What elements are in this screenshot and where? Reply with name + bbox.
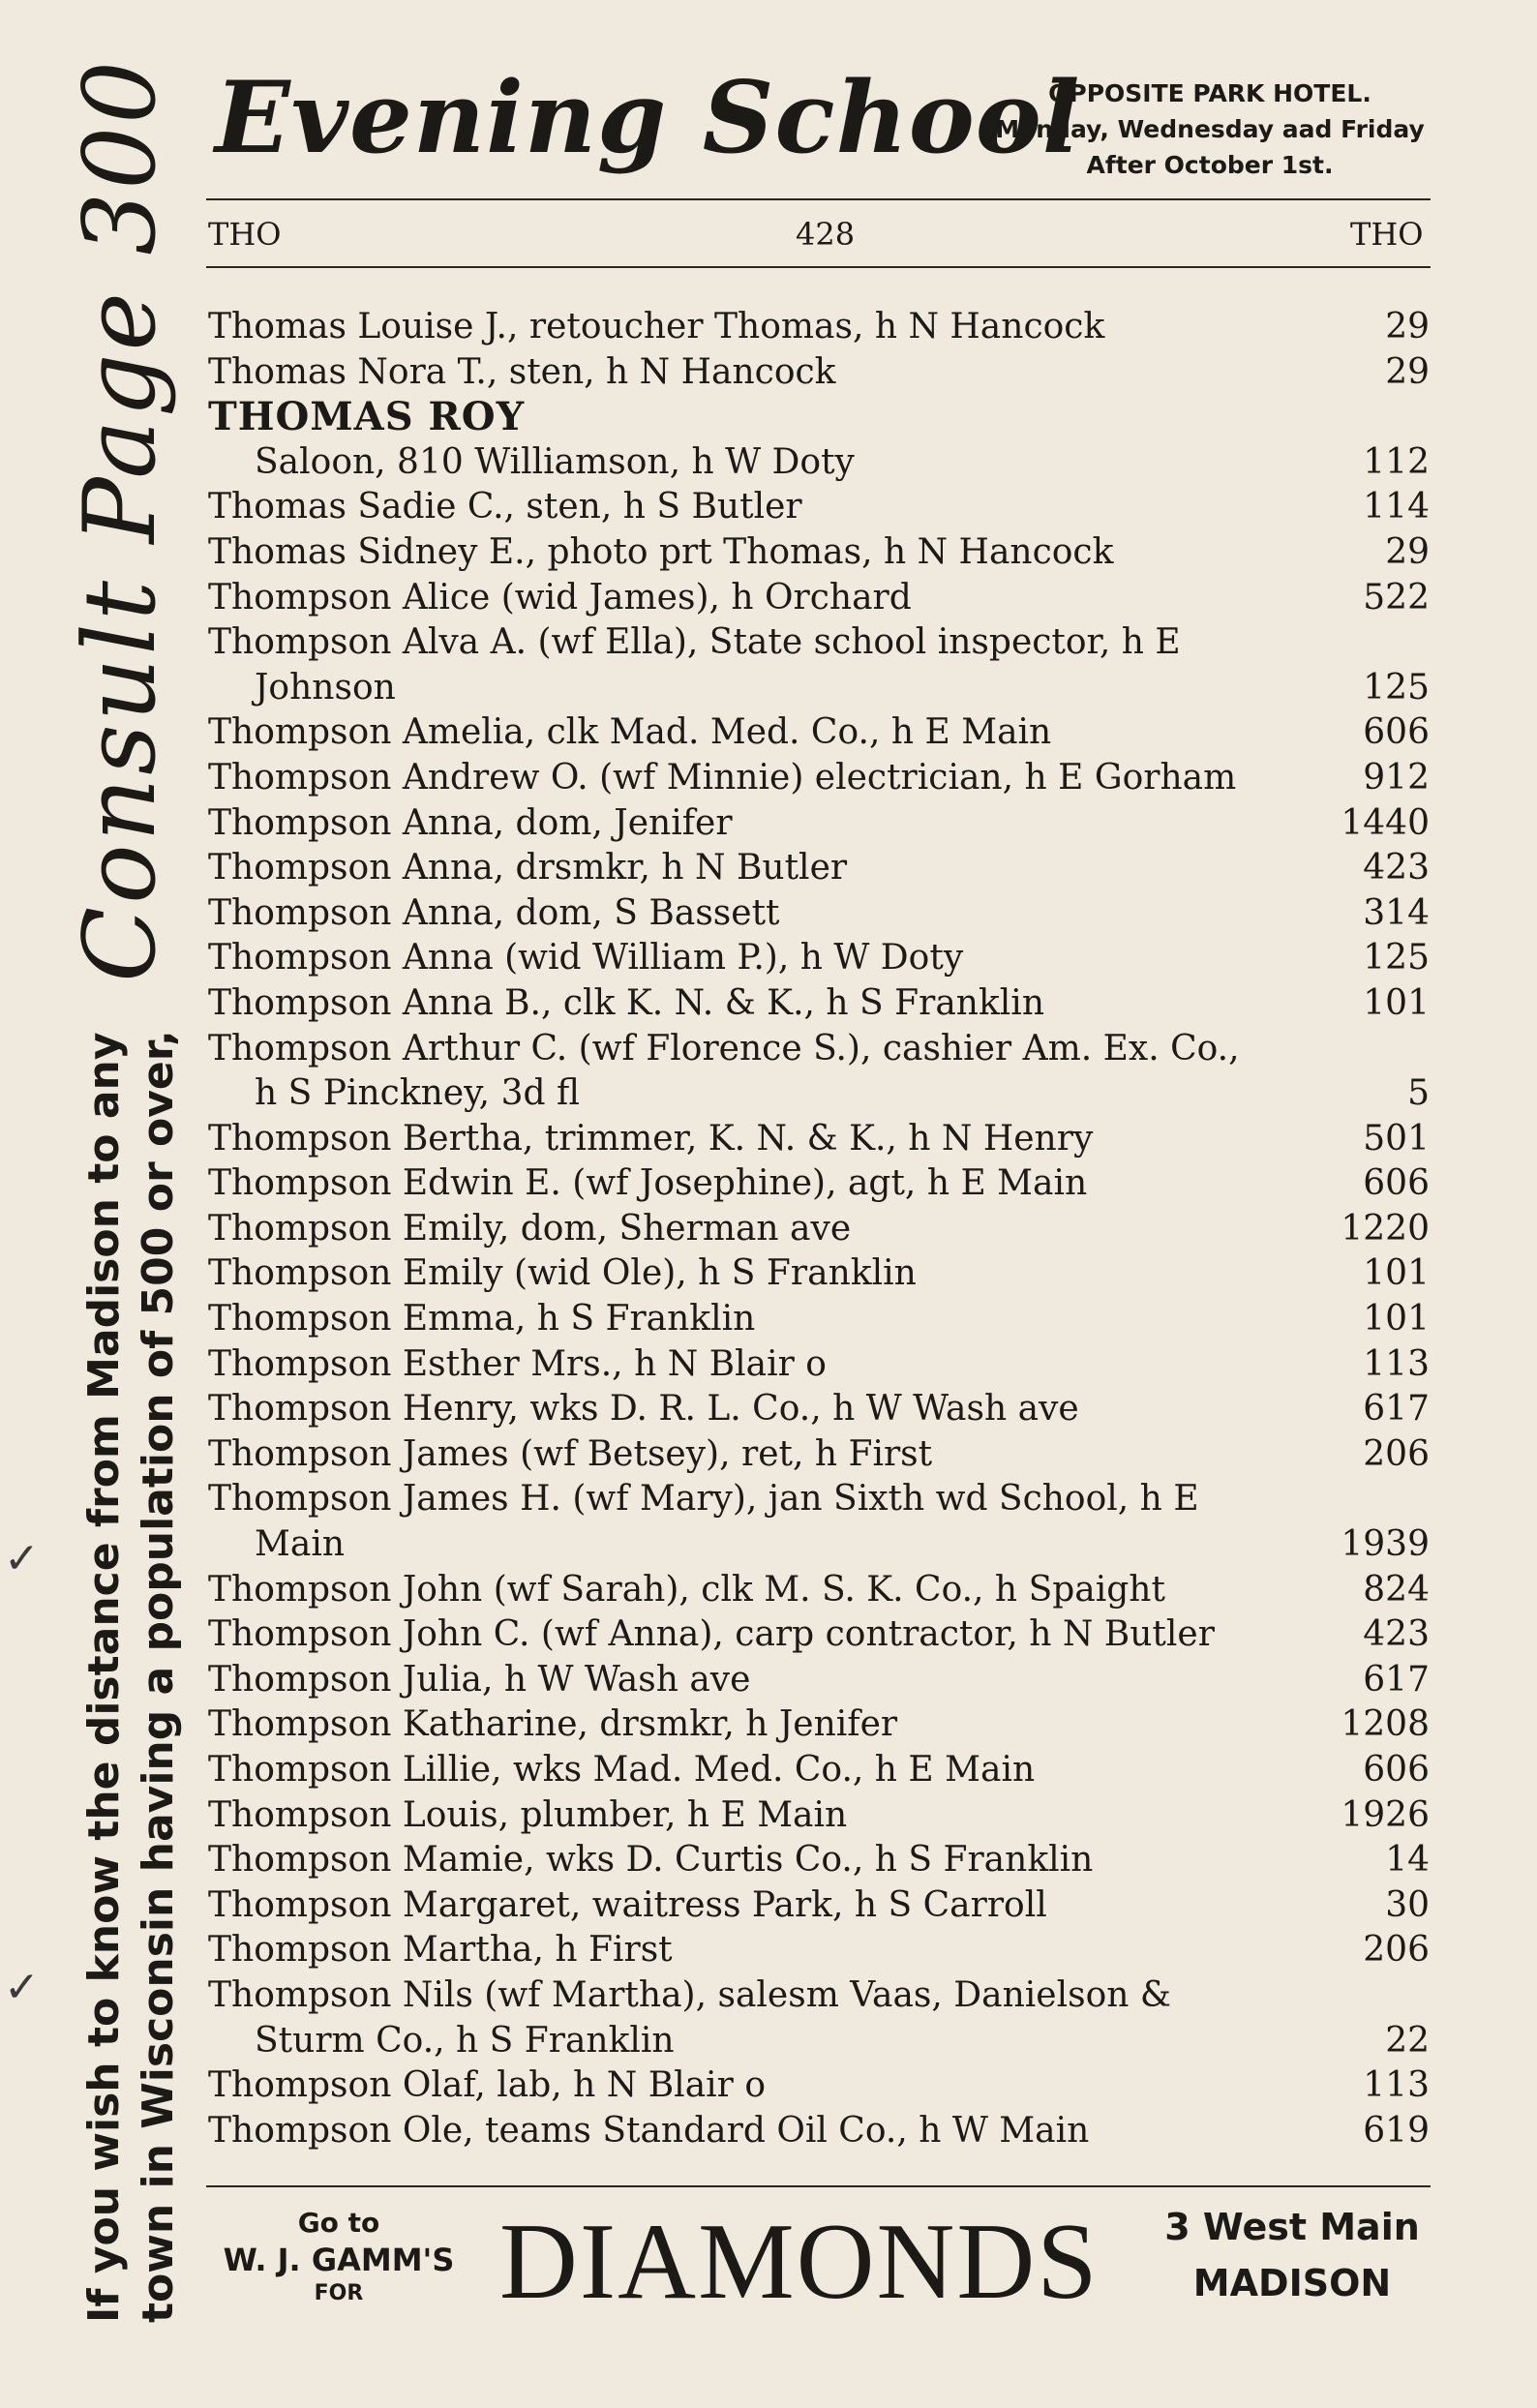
listing-page-ref: 314 — [1363, 892, 1430, 933]
listing-page-ref: 206 — [1363, 1930, 1430, 1971]
listing-row — [208, 846, 1430, 891]
listing-row — [208, 620, 1430, 666]
listing-row — [208, 2063, 1430, 2109]
listing-row — [208, 576, 1430, 621]
listing-text: Thompson Martha, h First — [208, 1930, 673, 1971]
listing-text: Thompson Anna, dom, Jenifer — [208, 802, 733, 843]
listing-page-ref: 617 — [1363, 1389, 1430, 1430]
listing-text: Thompson Louis, plumber, h E Main — [208, 1794, 848, 1835]
listing-row — [208, 1477, 1430, 1522]
listing-text: Thompson Alva A. (wf Ella), State school inspector, h E — [208, 622, 1181, 663]
listing-page-ref: 619 — [1363, 2110, 1430, 2151]
header-details — [978, 75, 1442, 183]
listing-row — [208, 981, 1430, 1027]
listing-page-ref: 30 — [1385, 1884, 1430, 1925]
listing-text: Thompson Andrew O. (wf Minnie) electrician, h E Gorham — [208, 757, 1237, 798]
listing-text: Main — [255, 1524, 346, 1565]
footer-rule — [206, 2185, 1431, 2187]
listing-page-ref: 101 — [1363, 1299, 1430, 1339]
listing-row — [208, 1117, 1430, 1162]
listing-text: Thompson Ole, teams Standard Oil Co., h W Main — [208, 2110, 1090, 2151]
listing-row — [208, 530, 1430, 576]
running-head-right: THO — [1350, 216, 1424, 253]
listing-page-ref: 125 — [1363, 667, 1430, 707]
listing-text: Thompson John (wf Sarah), clk M. S. K. Co., h Spaight — [208, 1569, 1165, 1610]
listing-page-ref: 522 — [1363, 577, 1430, 617]
listing-page-ref: 1440 — [1341, 802, 1430, 843]
listing-row — [208, 1071, 1430, 1117]
listing-page-ref: 1208 — [1341, 1704, 1430, 1745]
listing-page-ref: 125 — [1363, 938, 1430, 978]
footer-store-name: W. J. GAMM'S — [223, 2242, 455, 2278]
directory-listing — [208, 305, 1430, 2153]
listing-page-ref: 606 — [1363, 712, 1430, 753]
listing-page-ref: 5 — [1407, 1073, 1430, 1114]
listing-text: Thompson Anna, dom, S Bassett — [208, 892, 780, 933]
listing-text: Thompson Esther Mrs., h N Blair o — [208, 1343, 827, 1384]
listing-text: Thompson Alice (wid James), h Orchard — [208, 577, 912, 617]
listing-text: Thompson John C. (wf Anna), carp contractor, h N Butler — [208, 1614, 1215, 1655]
listing-row — [208, 1027, 1430, 1072]
footer-go-to: Go to — [297, 2207, 380, 2239]
listing-row — [208, 350, 1430, 396]
listing-text: Thompson Emily (wid Ole), h S Franklin — [208, 1253, 917, 1294]
listing-page-ref: 22 — [1385, 2020, 1430, 2061]
listing-text: Saloon, 810 Williamson, h W Doty — [255, 441, 855, 482]
listing-text: Thompson Margaret, waitress Park, h S Carroll — [208, 1884, 1047, 1925]
listing-page-ref: 206 — [1363, 1433, 1430, 1474]
listing-text: Thomas Sidney E., photo prt Thomas, h N Hancock — [208, 531, 1114, 572]
listing-text: Thompson Bertha, trimmer, K. N. & K., h N Henry — [208, 1118, 1094, 1159]
running-head-left: THO — [208, 216, 282, 253]
listing-page-ref: 606 — [1363, 1163, 1430, 1204]
listing-text: Thompson James H. (wf Mary), jan Sixth wd School, h E — [208, 1479, 1199, 1520]
listing-row — [208, 1928, 1430, 1973]
listing-text: Thompson Amelia, clk Mad. Med. Co., h E Main — [208, 712, 1052, 753]
pencil-check-icon: ✓ — [4, 1534, 40, 1583]
listing-row — [208, 666, 1430, 711]
listing-text: Thompson Emma, h S Franklin — [208, 1299, 756, 1339]
listing-page-ref: 824 — [1363, 1569, 1430, 1610]
listing-row — [208, 1297, 1430, 1342]
listing-page-ref: 14 — [1385, 1840, 1430, 1881]
listing-row — [208, 1432, 1430, 1478]
side-ad-line-1: If you wish to know the distance from Madison to any — [79, 1032, 129, 2323]
side-ad-consult: Consult Page 300 — [63, 58, 178, 982]
listing-row — [208, 1702, 1430, 1748]
listing-text: Johnson — [255, 667, 396, 707]
listing-text: THOMAS ROY — [208, 394, 526, 440]
header-title: Evening School — [215, 60, 1081, 176]
listing-text: Thomas Nora T., sten, h N Hancock — [208, 351, 836, 392]
listing-row — [208, 936, 1430, 981]
listing-page-ref: 423 — [1363, 848, 1430, 888]
listing-row — [208, 1883, 1430, 1929]
listing-row — [208, 1387, 1430, 1432]
listing-row — [208, 801, 1430, 847]
listing-text: Thompson Mamie, wks D. Curtis Co., h S Franklin — [208, 1840, 1094, 1881]
listing-row — [208, 1612, 1430, 1658]
listing-page-ref: 101 — [1363, 982, 1430, 1023]
listing-text: Thompson Henry, wks D. R. L. Co., h W Wash ave — [208, 1389, 1079, 1430]
listing-row — [208, 2019, 1430, 2064]
listing-row — [208, 891, 1430, 937]
listing-text: Thompson Lillie, wks Mad. Med. Co., h E Main — [208, 1750, 1036, 1790]
listing-text: Thompson Julia, h W Wash ave — [208, 1659, 751, 1700]
listing-row — [208, 1793, 1430, 1839]
listing-row — [208, 710, 1430, 756]
side-advertisement — [63, 58, 213, 2323]
running-head-rule — [206, 266, 1431, 268]
listing-text: Thompson Emily, dom, Sherman ave — [208, 1208, 852, 1249]
header-detail-line: Monday, Wednesday aad Friday — [995, 115, 1425, 143]
listing-text: Thompson Anna (wid William P.), h W Doty — [208, 938, 964, 978]
header-detail-line: OPPOSITE PARK HOTEL. — [1048, 79, 1371, 107]
listing-heading — [208, 395, 1430, 440]
listing-row — [208, 305, 1430, 350]
listing-text: Thompson Olaf, lab, h N Blair o — [208, 2065, 766, 2106]
listing-text: Thomas Louise J., retoucher Thomas, h N Hancock — [208, 307, 1105, 346]
listing-text: Sturm Co., h S Franklin — [255, 2020, 675, 2061]
pencil-check-icon: ✓ — [4, 1963, 40, 2012]
listing-page-ref: 423 — [1363, 1614, 1430, 1655]
listing-row — [208, 1251, 1430, 1297]
listing-text: Thompson Arthur C. (wf Florence S.), cashier Am. Ex. Co., — [208, 1028, 1240, 1069]
listing-page-ref: 29 — [1385, 307, 1430, 346]
footer-address — [1152, 2199, 1432, 2311]
listing-page-ref: 1926 — [1341, 1794, 1430, 1835]
listing-page-ref: 912 — [1363, 757, 1430, 798]
footer-for: FOR — [314, 2281, 364, 2305]
listing-text: h S Pinckney, 3d fl — [255, 1073, 580, 1114]
listing-row — [208, 1658, 1430, 1703]
listing-page-ref: 606 — [1363, 1750, 1430, 1790]
listing-row — [208, 1522, 1430, 1568]
listing-row — [208, 1207, 1430, 1252]
listing-page-ref: 617 — [1363, 1659, 1430, 1700]
listing-row — [208, 1973, 1430, 2019]
listing-page-ref: 501 — [1363, 1118, 1430, 1159]
listing-row — [208, 440, 1430, 486]
footer-diamonds: DIAMONDS — [499, 2202, 1100, 2322]
header-detail-line: After October 1st. — [1086, 151, 1334, 179]
listing-text: Thompson Edwin E. (wf Josephine), agt, h E Main — [208, 1163, 1088, 1204]
footer-address-city: MADISON — [1192, 2262, 1392, 2304]
footer-advertiser — [208, 2207, 469, 2307]
footer-address-street: 3 West Main — [1164, 2206, 1420, 2248]
listing-text: Thompson Katharine, drsmkr, h Jenifer — [208, 1704, 898, 1745]
listing-row — [208, 1838, 1430, 1883]
listing-page-ref: 113 — [1363, 1343, 1430, 1384]
listing-text: Thompson Anna, drsmkr, h N Butler — [208, 848, 848, 888]
listing-text: Thomas Sadie C., sten, h S Butler — [208, 487, 802, 527]
listing-page-ref: 113 — [1363, 2065, 1430, 2106]
listing-page-ref: 1220 — [1341, 1208, 1430, 1249]
listing-row — [208, 485, 1430, 530]
listing-row — [208, 1568, 1430, 1613]
listing-row — [208, 1342, 1430, 1388]
listing-text: Thompson Anna B., clk K. N. & K., h S Franklin — [208, 982, 1044, 1023]
page-number: 428 — [796, 216, 856, 253]
listing-text: Thompson James (wf Betsey), ret, h First — [208, 1433, 933, 1474]
listing-page-ref: 29 — [1385, 531, 1430, 572]
header-rule — [206, 198, 1431, 200]
listing-row — [208, 756, 1430, 801]
listing-page-ref: 29 — [1385, 351, 1430, 392]
side-ad-line-2: town in Wisconsin having a population of 500 or over, — [134, 1030, 183, 2323]
listing-row — [208, 1161, 1430, 1207]
listing-page-ref: 114 — [1363, 487, 1430, 527]
listing-page-ref: 112 — [1363, 441, 1430, 482]
listing-page-ref: 1939 — [1341, 1524, 1430, 1565]
listing-page-ref: 101 — [1363, 1253, 1430, 1294]
listing-row — [208, 2109, 1430, 2154]
listing-text: Thompson Nils (wf Martha), salesm Vaas, Danielson & — [208, 1974, 1171, 2015]
listing-row — [208, 1748, 1430, 1793]
